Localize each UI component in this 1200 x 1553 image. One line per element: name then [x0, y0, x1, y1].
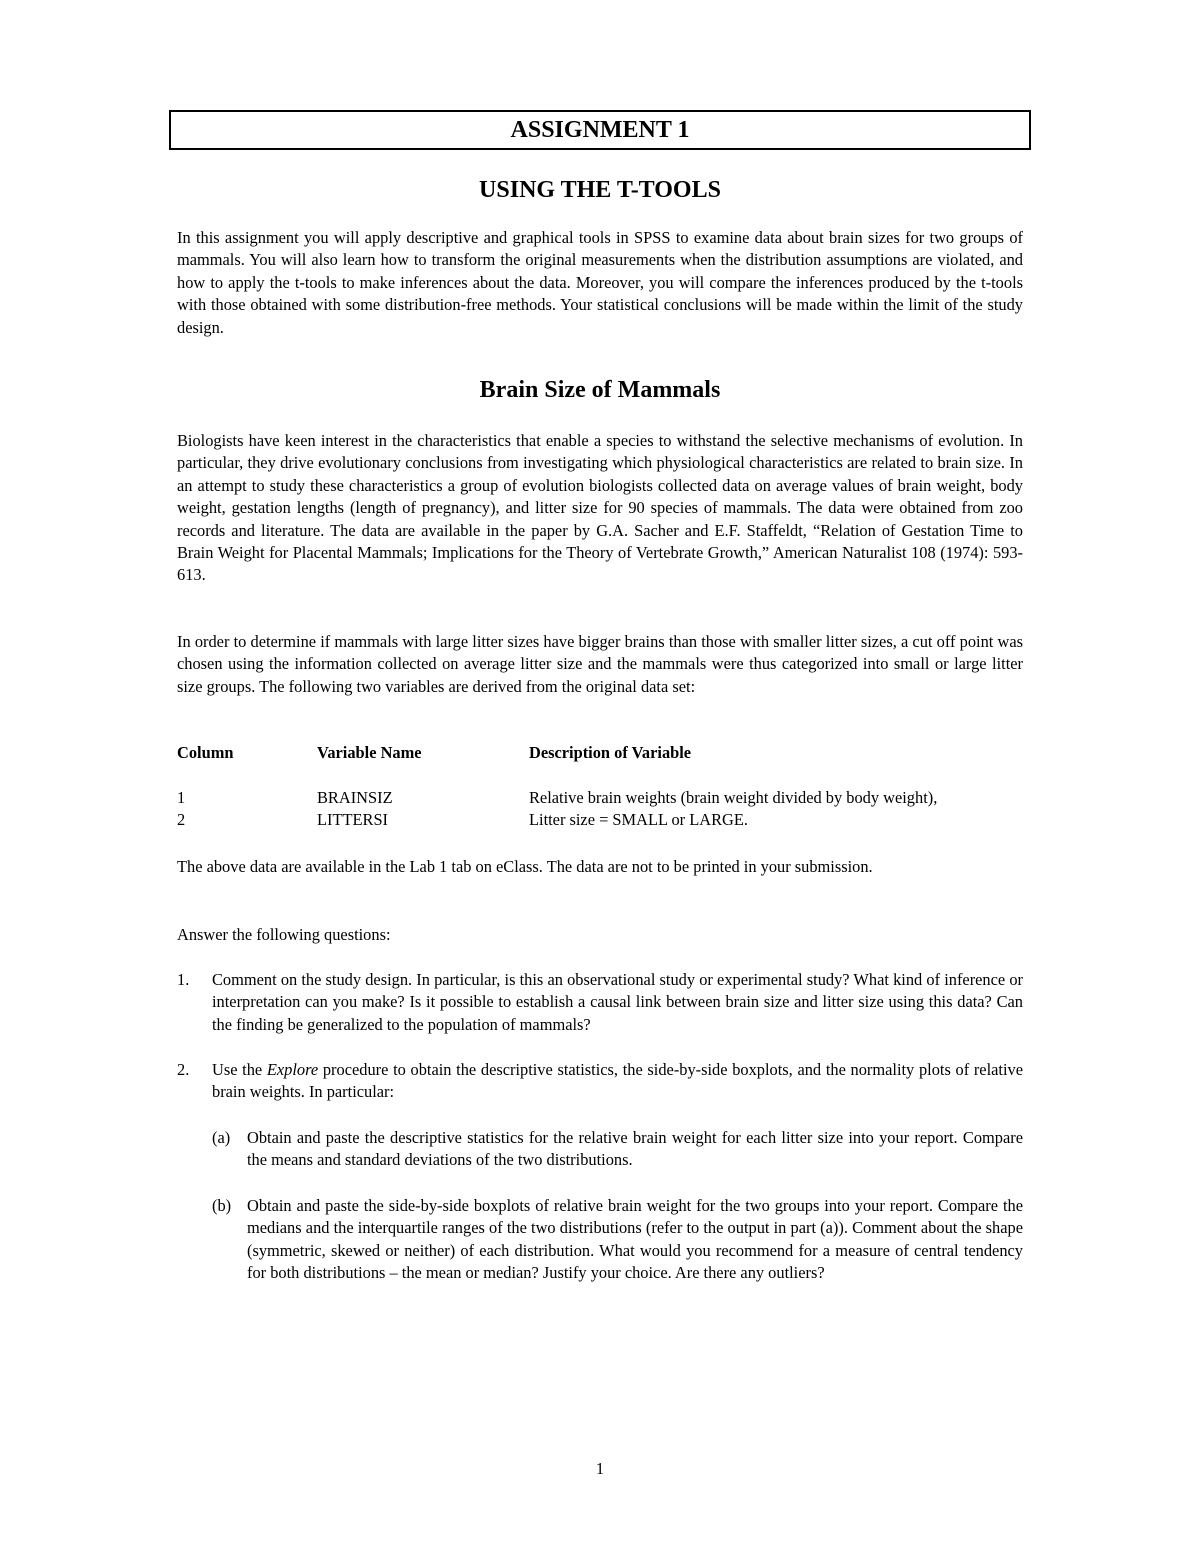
- assignment-title: ASSIGNMENT 1: [169, 110, 1031, 150]
- subquestion-list: [177, 1127, 1023, 1172]
- subquestion-list-b: [177, 1195, 1023, 1285]
- question-2: [177, 1059, 1023, 1104]
- subquestion-a: [177, 1127, 1023, 1172]
- intro-paragraph: In this assignment you will apply descriptive and graphical tools in SPSS to examine data about brain sizes for two groups of mammals. You will also learn how to transform the original measurements when the distribution assumptions are violated, and how to apply the t-tools to make inferences about the data. Moreover, you will compare the inferences produced by the t-tools with those obtained with some distribution-free methods. Your statistical conclusions will be made within the limit of the study design.: [177, 228, 1023, 337]
- subquestion-b: [177, 1195, 1023, 1285]
- assignment-subtitle: USING THE T-TOOLS: [479, 177, 721, 203]
- variables-table: [177, 742, 1037, 832]
- cell-description: Litter size = SMALL or LARGE.: [529, 810, 748, 830]
- cell-variable-name: BRAINSIZ: [317, 787, 393, 807]
- subquestion-text: Obtain and paste the descriptive statistics for the relative brain weight for each litter size into your report. Compare the means and standard deviations of the two distributions.: [247, 1128, 1023, 1170]
- subquestion-text: Obtain and paste the side-by-side boxplots of relative brain weight for the two groups into your report. Compare the medians and the interquartile ranges of the two distributions (refer to the output in part (a)). Comment about the shape (symmetric, skewed or neither) of each distribution. What would you recommend for a measure of central tendency for both distributions – the mean or median? Justify your choice. Are there any outliers?: [247, 1196, 1023, 1283]
- header-variable-name: Variable Name: [317, 743, 422, 762]
- questions-intro: Answer the following questions:: [177, 925, 391, 944]
- question-text: Comment on the study design. In particular, is this an observational study or experimental study? What kind of inference or interpretation can you make? Is it possible to establish a causal link between brain size and litter size using this data? Can the finding be generalized to the population of mammals?: [212, 970, 1023, 1034]
- question-text-end: procedure to obtain the descriptive statistics, the side-by-side boxplots, and the normality plots of relative brain weights. In particular:: [212, 1060, 1023, 1102]
- cell-column: 1: [177, 787, 186, 807]
- page-number: 1: [595, 1459, 605, 1478]
- section-heading: Brain Size of Mammals: [479, 377, 721, 403]
- cell-description: Relative brain weights (brain weight divided by body weight),: [529, 787, 938, 807]
- question-1: [177, 969, 1023, 1036]
- background-paragraph: Biologists have keen interest in the characteristics that enable a species to withstand the selective mechanisms of evolution. In particular, they drive evolutionary conclusions from investigating which physiological characteristics are related to brain size. In an attempt to study these characteristics a group of evolution biologists collected data on average values of brain weight, body weight, gestation lengths (length of pregnancy), and litter size for 90 species of mammals. The data were obtained from zoo records and literature. The data are available in the paper by G.A. Sacher and E.F. Staffeldt, “Relation of Gestation Time to Brain Weight for Placental Mammals; Implications for the Theory of Vertebrate Growth,” American Naturalist 108 (1974): 593-613.: [177, 431, 1023, 585]
- question-number: 1.: [177, 970, 190, 989]
- questions-list: [177, 969, 1023, 1036]
- questions-list-continued: [177, 1059, 1023, 1104]
- header-description: Description of Variable: [529, 743, 692, 762]
- table-row: [177, 809, 1037, 831]
- subquestion-label: (a): [212, 1128, 231, 1147]
- procedure-name: Explore: [266, 1060, 319, 1079]
- header-column: Column: [177, 743, 234, 762]
- cutoff-paragraph: In order to determine if mammals with large litter sizes have bigger brains than those with smaller litter sizes, a cut off point was chosen using the information collected on average litter size and the mammals were thus categorized into small or large litter size groups. The following two variables are derived from the original data set:: [177, 632, 1023, 696]
- cell-variable-name: LITTERSI: [317, 810, 389, 830]
- cell-column: 2: [177, 810, 186, 830]
- variables-table-header: [177, 742, 1037, 764]
- subquestion-label: (b): [212, 1196, 232, 1215]
- question-text-start: Use the: [212, 1060, 267, 1079]
- availability-paragraph: The above data are available in the Lab 1 tab on eClass. The data are not to be printed in your submission.: [177, 857, 873, 876]
- question-number: 2.: [177, 1060, 190, 1079]
- table-row: [177, 787, 1037, 809]
